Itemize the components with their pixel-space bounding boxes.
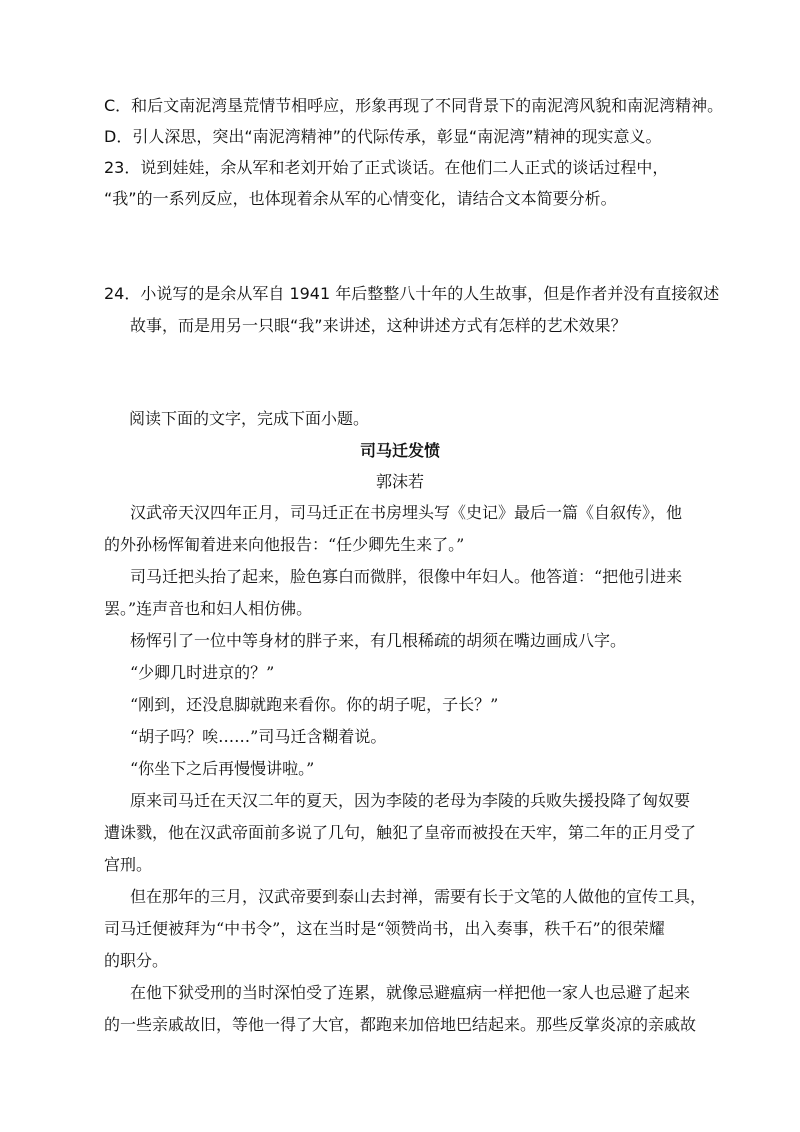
passage-line: “刚到，还没息脚就跑来看你。你的胡子呢，子长？” — [130, 695, 499, 714]
passage-line: 遭诛戮，他在汉武帝面前多说了几句，触犯了皇帝而被投在天牢，第二年的正月受了 — [104, 823, 697, 842]
passage-line: 的外孙杨恽匍着进来向他报告：“任少卿先生来了。” — [104, 535, 465, 554]
question-24-line-2: 故事，而是用另一只眼“我”来讲述，这种讲述方式有怎样的艺术效果？ — [130, 316, 627, 335]
option-c: C．和后文南泥湾垦荒情节相呼应，形象再现了不同背景下的南泥湾风貌和南泥湾精神。 — [104, 96, 724, 115]
option-d: D．引人深思，突出“南泥湾精神”的代际传承，彰显“南泥湾”精神的现实意义。 — [104, 127, 662, 146]
passage-line: “胡子吗？唉……”司马迁含糊着说。 — [130, 727, 387, 746]
passage-title: 司马迁发愤 — [359, 441, 440, 460]
passage-line: 宫刑。 — [104, 855, 153, 874]
passage-line: “少卿几时进京的？” — [130, 663, 275, 682]
question-23-line-2: “我”的一系列反应，也体现着余从军的心情变化，请结合文本简要分析。 — [104, 189, 617, 208]
passage-line: 罢。”连声音也和妇人相仿佛。 — [104, 599, 313, 618]
passage-line: “你坐下之后再慢慢讲啦。” — [130, 759, 315, 778]
passage-author: 郭沫若 — [375, 472, 424, 491]
question-24-line-1: 24．小说写的是余从军自 1941 年后整整八十年的人生故事，但是作者并没有直接叙述 — [104, 284, 720, 303]
passage-line: 的职分。 — [104, 951, 169, 970]
reading-instruction: 阅读下面的文字，完成下面小题。 — [129, 409, 370, 428]
passage-line: 杨恽引了一位中等身材的胖子来，有几根稀疏的胡须在嘴边画成八字。 — [130, 631, 627, 650]
passage-line: 但在那年的三月，汉武帝要到泰山去封禅，需要有长于文笔的人做他的宣传工具， — [130, 887, 707, 906]
passage-line: 的一些亲戚故旧，等他一得了大官，都跑来加倍地巴结起来。那些反掌炎凉的亲戚故 — [104, 1015, 697, 1034]
passage-line: 司马迁便被拜为“中书令”，这在当时是“领赞尚书，出入奏事，秩千石”的很荣耀 — [104, 919, 665, 938]
passage-line: 在他下狱受刑的当时深怕受了连累，就像忌避瘟病一样把他一家人也忌避了起来 — [130, 983, 691, 1002]
passage-line: 司马迁把头抬了起来，脸色寡白而微胖，很像中年妇人。他答道：“把他引进来 — [130, 567, 683, 586]
passage-line: 汉武帝天汉四年正月，司马迁正在书房埋头写《史记》最后一篇《自叙传》，他 — [130, 503, 683, 522]
question-23-line-1: 23．说到娃娃，余从军和老刘开始了正式谈话。在他们二人正式的谈话过程中， — [104, 158, 669, 177]
passage-line: 原来司马迁在天汉二年的夏天，因为李陵的老母为李陵的兵败失援投降了匈奴要 — [130, 791, 691, 810]
